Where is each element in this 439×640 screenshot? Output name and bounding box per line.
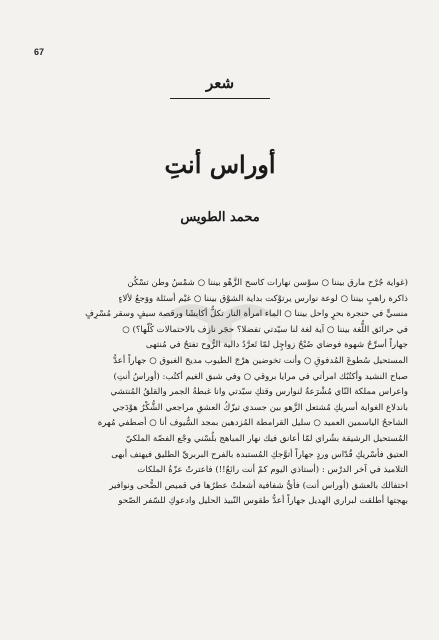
- poem-line: صباح النشيد وأكتُبُك امرأتي في مرايا بروقي ○ وفي شبق الغيم أكتُب: (أوراسُ أنتِ): [113, 371, 408, 382]
- poem-line: احتفالك بالعشق (أوراس أنت) فأيُّ شفافية أشعلتْ عطرُها في قميص الضُّحى ونوافير: [109, 480, 408, 491]
- poem-line: الشاجحُ الياسمين العميد ○ سليل القرامطة المُزدهين بمجد السُّيوف أنا ○ أصطفي مُهرة: [97, 418, 408, 429]
- poem-line: بهجتها أطلقت لبراري الهديل جهاراً أعدُّ طقوس النّبيذ الحليل وادعوكِ للسّفر الصّحو: [118, 496, 408, 507]
- poem-line: (غواية جُرْح مارق بيننا ○ سوْسن نهارات كاسح الزَّهْو بيننا ○ شمْسُ وطن تسْكُن: [127, 278, 408, 288]
- poem-line: ذاكرة راهبٍ بيننا ○ لوعة نوارس يرتوْكت بداية الشوْق بيننا ○ غيْم أسئلة ووَجعُ لألاءٍ: [118, 293, 408, 304]
- poem-line: التلاميذ في آخر الدرْس : (أستاذي اليوم كمْ أنت رائعٌ!!) فاعترتْ عزّةُ الملكات: [137, 465, 408, 476]
- poem-line: في حرائق اللُّغة بيننا ○ آية لغة لنا سيّدتي تفضلا؟ حجَر نازف بالاحتمالات كُلّها؟) ○: [122, 324, 408, 335]
- poem-line: باندلاع الغواية أسريكِ مُشتعل الزَّهو بين جسدي تيزّكُ العشقِ مراجعي الشُّكْرُ هوْدَجي: [112, 402, 408, 413]
- poem-line: المستحيل سُطوعَ المُدفوقِ ○ وأنت تخوضين هرْجَ الطيوب مديحَ الغبوق ○ جهاراً أعدُّ: [113, 355, 408, 366]
- poem-line: واعراس مملكة النّاي مُشْرَعةٌ لنوارس وقتكِ سيّدتي وانا غبطةُ الجمر والقلقُ المُنتشي: [110, 387, 408, 398]
- poem-title: أوراس أنتِ: [164, 150, 276, 179]
- poem-body: [34, 276, 408, 626]
- section-divider: [170, 98, 270, 99]
- poem-line: منسيٍّ في حنجرة بحرٍ واحل بيننا ○ الماء امرأة النار تكلُّ أكابشَا ورقصة سيفٍ وسقر مُسْرِفٍ: [85, 309, 408, 320]
- page-number: 67: [34, 47, 45, 57]
- poem-line: جهاراً أسرِّحُ شهوة فوضاي صُبْحُ زواجٍل لمّا تَعرَّدُ دالية الرُّوح تفتحُ في مُنتهى: [145, 340, 408, 351]
- poem-line: العتيق فأسْريكِ قُدّاس وردٍ جهاراً أتوَّجكِ المُستبدة بالفرح البربريِّ الطليق فيهتف أبهى: [111, 449, 408, 460]
- section-label: شعر: [205, 74, 235, 92]
- poem-author: محمد الطويس: [180, 210, 260, 225]
- poem-line: المُستحيل الرشيقة بشُراي لمّا أعانق فيك نهار المباهج بلُسْني وجْع الفضّة الملكيّ: [125, 433, 408, 444]
